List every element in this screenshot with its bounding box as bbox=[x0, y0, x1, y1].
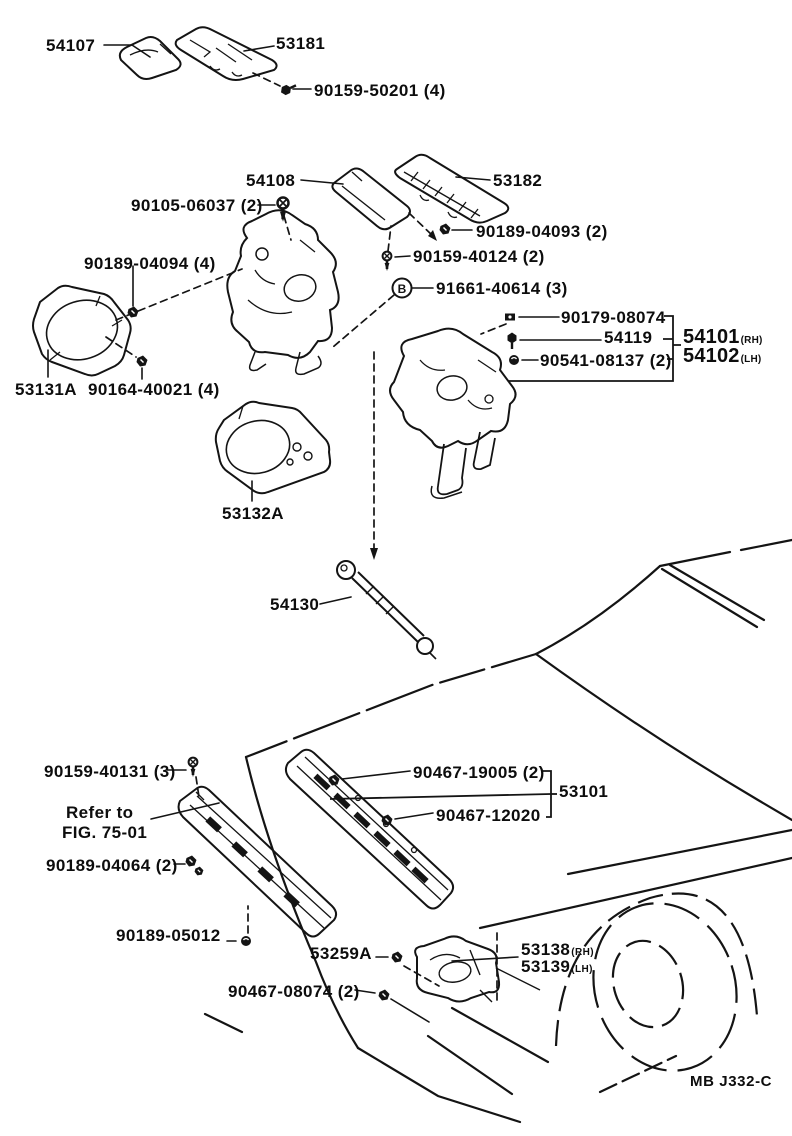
part-label-91661-40614: 91661-40614 (3) bbox=[436, 279, 568, 298]
refer-to-note bbox=[62, 803, 147, 843]
wheel-and-arch bbox=[556, 885, 758, 1090]
clip-90164-40021-icon bbox=[137, 356, 148, 367]
part-number: 53139 bbox=[521, 957, 571, 976]
part-label-90467-08074: 90467-08074 (2) bbox=[228, 982, 360, 1001]
hood-moulding-54107-drawing bbox=[120, 37, 181, 79]
part-label-54130: 54130 bbox=[270, 595, 320, 614]
part-label-90467-19005: 90467-19005 (2) bbox=[413, 763, 545, 782]
part-label-90467-12020: 90467-12020 bbox=[436, 806, 541, 825]
refer-to-line1: Refer to bbox=[66, 803, 134, 822]
rh-suffix: (RH) bbox=[571, 947, 594, 958]
screw-90159-40131-icon bbox=[189, 758, 198, 777]
part-label-54108: 54108 bbox=[246, 171, 296, 190]
part-label-53101: 53101 bbox=[559, 782, 609, 801]
bumper-moulding-fig75-drawing bbox=[179, 787, 337, 937]
circled-b-marker-icon bbox=[393, 279, 412, 298]
part-label-90189-04093: 90189-04093 (2) bbox=[476, 222, 608, 241]
part-label-53182: 53182 bbox=[493, 171, 543, 190]
part-label-90164-40021: 90164-40021 (4) bbox=[88, 380, 220, 399]
nut-90179-08074-icon bbox=[505, 314, 515, 321]
headlamp-bracket-53132A-drawing bbox=[216, 402, 330, 494]
part-label-90159-40124: 90159-40124 (2) bbox=[413, 247, 545, 266]
part-label-53131A: 53131A bbox=[15, 380, 77, 399]
headlamp-mounting-panel-54101-drawing bbox=[390, 329, 516, 499]
clip-90189-04093-icon bbox=[440, 224, 451, 235]
grommet-90189-05012-icon bbox=[241, 936, 251, 946]
part-label-90105-06037: 90105-06037 (2) bbox=[131, 196, 263, 215]
clip-90189-04094-icon bbox=[128, 307, 139, 318]
part-number: 53138 bbox=[521, 940, 571, 959]
clip-53259A-icon bbox=[392, 952, 403, 963]
headlamp-mounting-bracket-left-drawing bbox=[227, 210, 338, 374]
cowl-louvre-53182-drawing bbox=[395, 155, 508, 223]
part-label-54107: 54107 bbox=[46, 36, 96, 55]
part-label-53132A: 53132A bbox=[222, 504, 284, 523]
clip-90189-04064-icon-2 bbox=[195, 867, 204, 876]
grommet-90541-08137-icon bbox=[509, 355, 519, 365]
refer-to-line2: FIG. 75-01 bbox=[62, 823, 148, 842]
lh-suffix: (LH) bbox=[740, 354, 762, 365]
part-label-90189-04094: 90189-04094 (4) bbox=[84, 254, 216, 273]
part-label-90541-08137: 90541-08137 (2) bbox=[540, 351, 672, 370]
part-number: 54102 bbox=[683, 345, 740, 367]
lh-suffix: (LH) bbox=[571, 964, 593, 975]
b-marker-letter: B bbox=[397, 282, 407, 296]
car-body-outline bbox=[205, 540, 792, 1122]
part-label-90189-04064: 90189-04064 (2) bbox=[46, 856, 178, 875]
headlamp-adjusting-rod-54130-drawing bbox=[337, 561, 436, 659]
part-label-54119: 54119 bbox=[604, 328, 653, 347]
part-label-90159-40131: 90159-40131 (3) bbox=[44, 762, 176, 781]
part-number: 54101 bbox=[683, 326, 740, 348]
part-label-53181: 53181 bbox=[276, 34, 326, 53]
part-label-90189-05012: 90189-05012 bbox=[116, 926, 221, 945]
screw-90159-40124-icon bbox=[383, 252, 392, 271]
part-label-90179-08074: 90179-08074 bbox=[561, 308, 666, 327]
cowl-louvre-53181-drawing bbox=[176, 27, 277, 80]
part-label-53139 bbox=[521, 957, 593, 977]
clip-90189-04064-icon bbox=[186, 856, 197, 867]
part-label-53259A: 53259A bbox=[310, 944, 372, 963]
part-label-90159-50201: 90159-50201 (4) bbox=[314, 81, 446, 100]
bolt-54119-icon bbox=[508, 333, 517, 350]
rh-suffix: (RH) bbox=[740, 335, 763, 346]
clip-90467-08074-icon bbox=[379, 990, 390, 1001]
part-label-54102 bbox=[683, 345, 761, 368]
figure-code: MB J332-C bbox=[690, 1073, 773, 1090]
